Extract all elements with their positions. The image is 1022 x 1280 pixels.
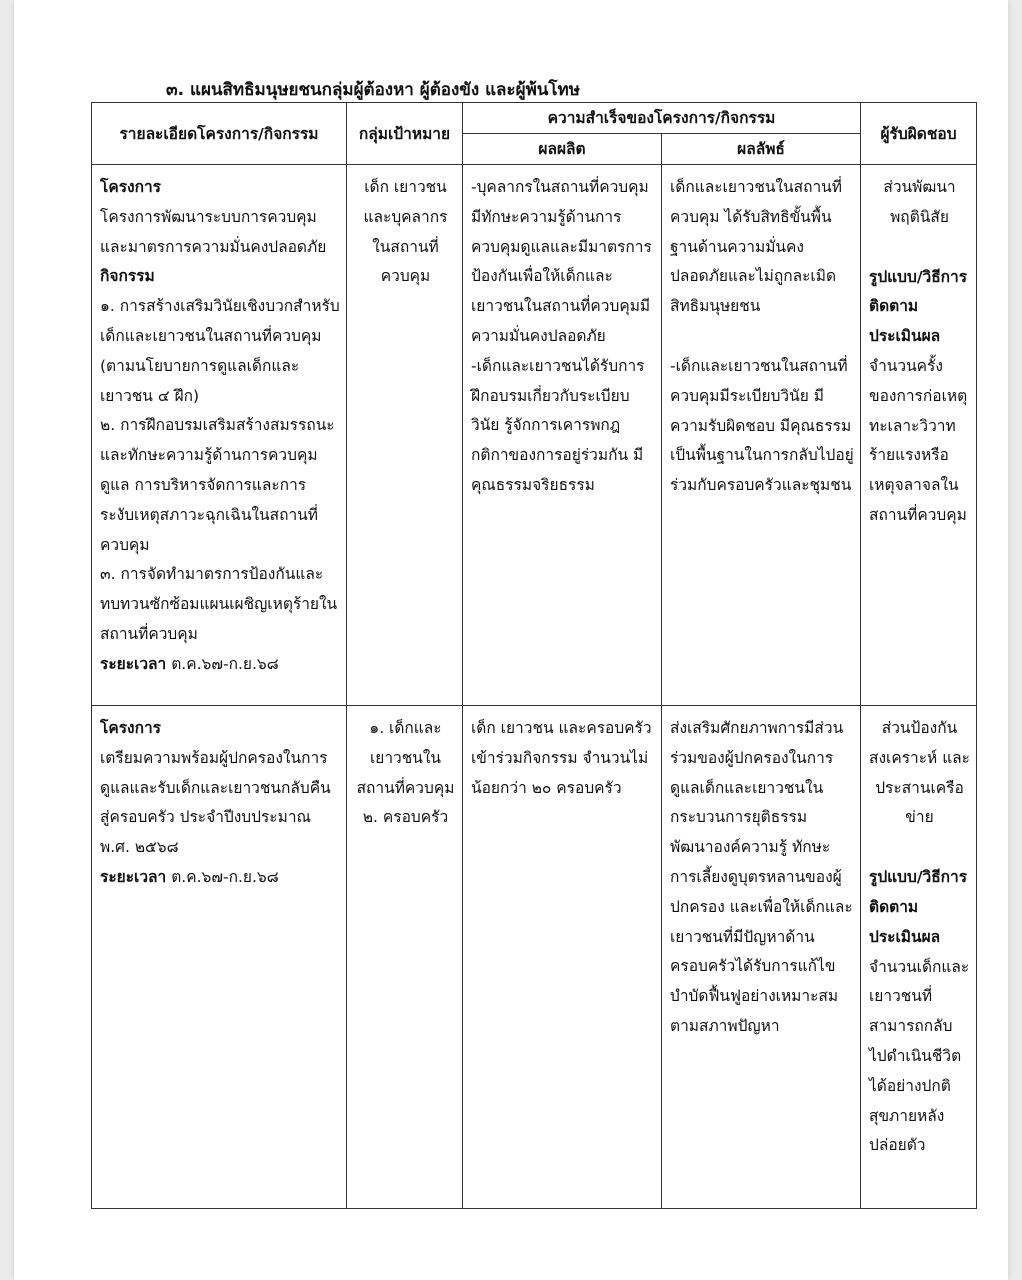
details-cell bbox=[92, 165, 347, 706]
outcome-item: เด็กและเยาวชนในสถานที่ควบคุม ได้รับสิทธิขั้นพื้นฐานด้านความมั่นคงปลอดภัยและไม่ถูกละเมิดสิทธิมนุษยชน bbox=[670, 178, 842, 316]
target-cell bbox=[347, 706, 463, 1209]
project-name: เตรียมความพร้อมผู้ปกครองในการดูแลและรับเด็กและเยาวชนกลับคืนสู่ครอบครัว ประจำปีงบประมาณ พ.ศ. ๒๕๖๘ bbox=[100, 748, 331, 857]
output-item: -เด็กและเยาวชนได้รับการฝึกอบรมเกี่ยวกับระเบียบวินัย รู้จักการเคารพกฎกติกาของการอยู่ร่วมกัน มีคุณธรรมจริยธรรม bbox=[471, 356, 645, 494]
output-cell bbox=[463, 165, 662, 706]
outcome-item: -เด็กและเยาวชนในสถานที่ควบคุมมีระเบียบวินัย มีความรับผิดชอบ มีคุณธรรมเป็นพื้นฐานในการกลับไปอยู่ร่วมกับครอบครัวและชุมชน bbox=[670, 356, 854, 495]
outcome-item: ส่งเสริมศักยภาพการมีส่วนร่วมของผู้ปกครองในการดูแลเด็กและเยาวชนในกระบวนการยุติธรรม พัฒนาองค์ความรู้ ทักษะการเลี้ยงดูบุตรหลานของผู้ปกครอง และเพื่อให้เด็กและเยาวชนที่มีปัญหาด้านครอบครัวได้รับการแก้ไขบำบัดฟื้นฟูอย่างเหมาะสมตามสภาพปัญหา bbox=[670, 719, 853, 1035]
period bbox=[100, 863, 340, 893]
period-label: ระยะเวลา bbox=[100, 654, 167, 673]
period bbox=[100, 650, 340, 680]
activity-item: ๓. การจัดทำมาตรการป้องกันและทบทวนซักซ้อมแผนเผชิญเหตุร้ายในสถานที่ควบคุม bbox=[100, 565, 338, 643]
document-page bbox=[14, 0, 1008, 1280]
section-heading: ๓. แผนสิทธิมนุษยชนกลุ่มผู้ต้องหา ผู้ต้องขัง และผู้พ้นโทษ bbox=[166, 80, 580, 100]
project-label: โครงการ bbox=[100, 178, 162, 196]
activity-item: ๑. การสร้างเสริมวินัยเชิงบวกสำหรับเด็กและเยาวชนในสถานที่ควบคุม (ตามนโยบายการดูแลเด็กและเยาวชน ๔ ฝึก) bbox=[100, 297, 340, 405]
header-success: ความสำเร็จของโครงการ/กิจกรรม bbox=[463, 103, 861, 134]
header-details: รายละเอียดโครงการ/กิจกรรม bbox=[92, 103, 347, 165]
header-outcome: ผลลัพธ์ bbox=[662, 134, 861, 165]
output-cell bbox=[463, 706, 662, 1209]
responsible-cell bbox=[861, 165, 977, 706]
period-label: ระยะเวลา bbox=[100, 867, 167, 886]
period-value: ต.ค.๖๗-ก.ย.๖๘ bbox=[171, 654, 279, 673]
output-item: -บุคลากรในสถานที่ควบคุมมีทักษะความรู้ด้านการควบคุมดูแลและมีมาตรการป้องกันเพื่อให้เด็กและเยาวชนในสถานที่ควบคุมมีความมั่นคงปลอดภัย bbox=[471, 178, 652, 345]
monitor-label: รูปแบบ/วิธีการติดตามประเมินผล bbox=[869, 267, 968, 346]
activity-label: กิจกรรม bbox=[100, 267, 155, 286]
outcome-cell bbox=[662, 165, 861, 706]
responsible-unit: ส่วนป้องกัน สงเคราะห์ และประสานเครือข่าย bbox=[869, 719, 971, 827]
period-value: ต.ค.๖๗-ก.ย.๖๘ bbox=[171, 867, 279, 886]
table-row bbox=[92, 706, 977, 1209]
responsible-cell bbox=[861, 706, 977, 1209]
monitor-text: จำนวนเด็กและเยาวชนที่สามารถกลับไปดำเนินชีวิตได้อย่างปกติสุขภายหลังปล่อยตัว bbox=[869, 957, 970, 1155]
header-row bbox=[92, 103, 977, 134]
output-item: เด็ก เยาวชน และครอบครัว เข้าร่วมกิจกรรม จำนวนไม่น้อยกว่า ๒๐ ครอบครัว bbox=[471, 719, 652, 797]
project-label: โครงการ bbox=[100, 719, 162, 737]
monitor-text: จำนวนครั้งของการก่อเหตุทะเลาะวิวาทร้ายแรงหรือเหตุจลาจลในสถานที่ควบคุม bbox=[869, 356, 968, 524]
responsible-unit: ส่วนพัฒนาพฤตินิสัย bbox=[883, 178, 956, 226]
target-cell bbox=[347, 165, 463, 706]
plan-table bbox=[91, 102, 977, 1209]
activity-item: ๒. การฝึกอบรมเสริมสร้างสมรรถนะและทักษะความรู้ด้านการควบคุมดูแล การบริหารจัดการและการระงับเหตุสภาวะฉุกเฉินในสถานที่ควบคุม bbox=[100, 416, 335, 554]
table-row bbox=[92, 165, 977, 706]
target-text: ๒. ครอบครัว bbox=[362, 808, 449, 827]
target-text: เด็ก เยาวชนและบุคลากรในสถานที่ควบคุม bbox=[363, 178, 448, 286]
outcome-cell bbox=[662, 706, 861, 1209]
header-responsible: ผู้รับผิดชอบ bbox=[861, 103, 977, 165]
header-target: กลุ่มเป้าหมาย bbox=[347, 103, 463, 165]
target-text: ๑. เด็กและเยาวชนในสถานที่ควบคุม bbox=[356, 719, 455, 797]
monitor-label: รูปแบบ/วิธีการติดตามประเมินผล bbox=[869, 868, 968, 946]
details-cell bbox=[92, 706, 347, 1209]
header-output: ผลผลิต bbox=[463, 134, 662, 165]
project-name: โครงการพัฒนาระบบการควบคุมและมาตรการความมั่นคงปลอดภัย bbox=[100, 207, 327, 256]
